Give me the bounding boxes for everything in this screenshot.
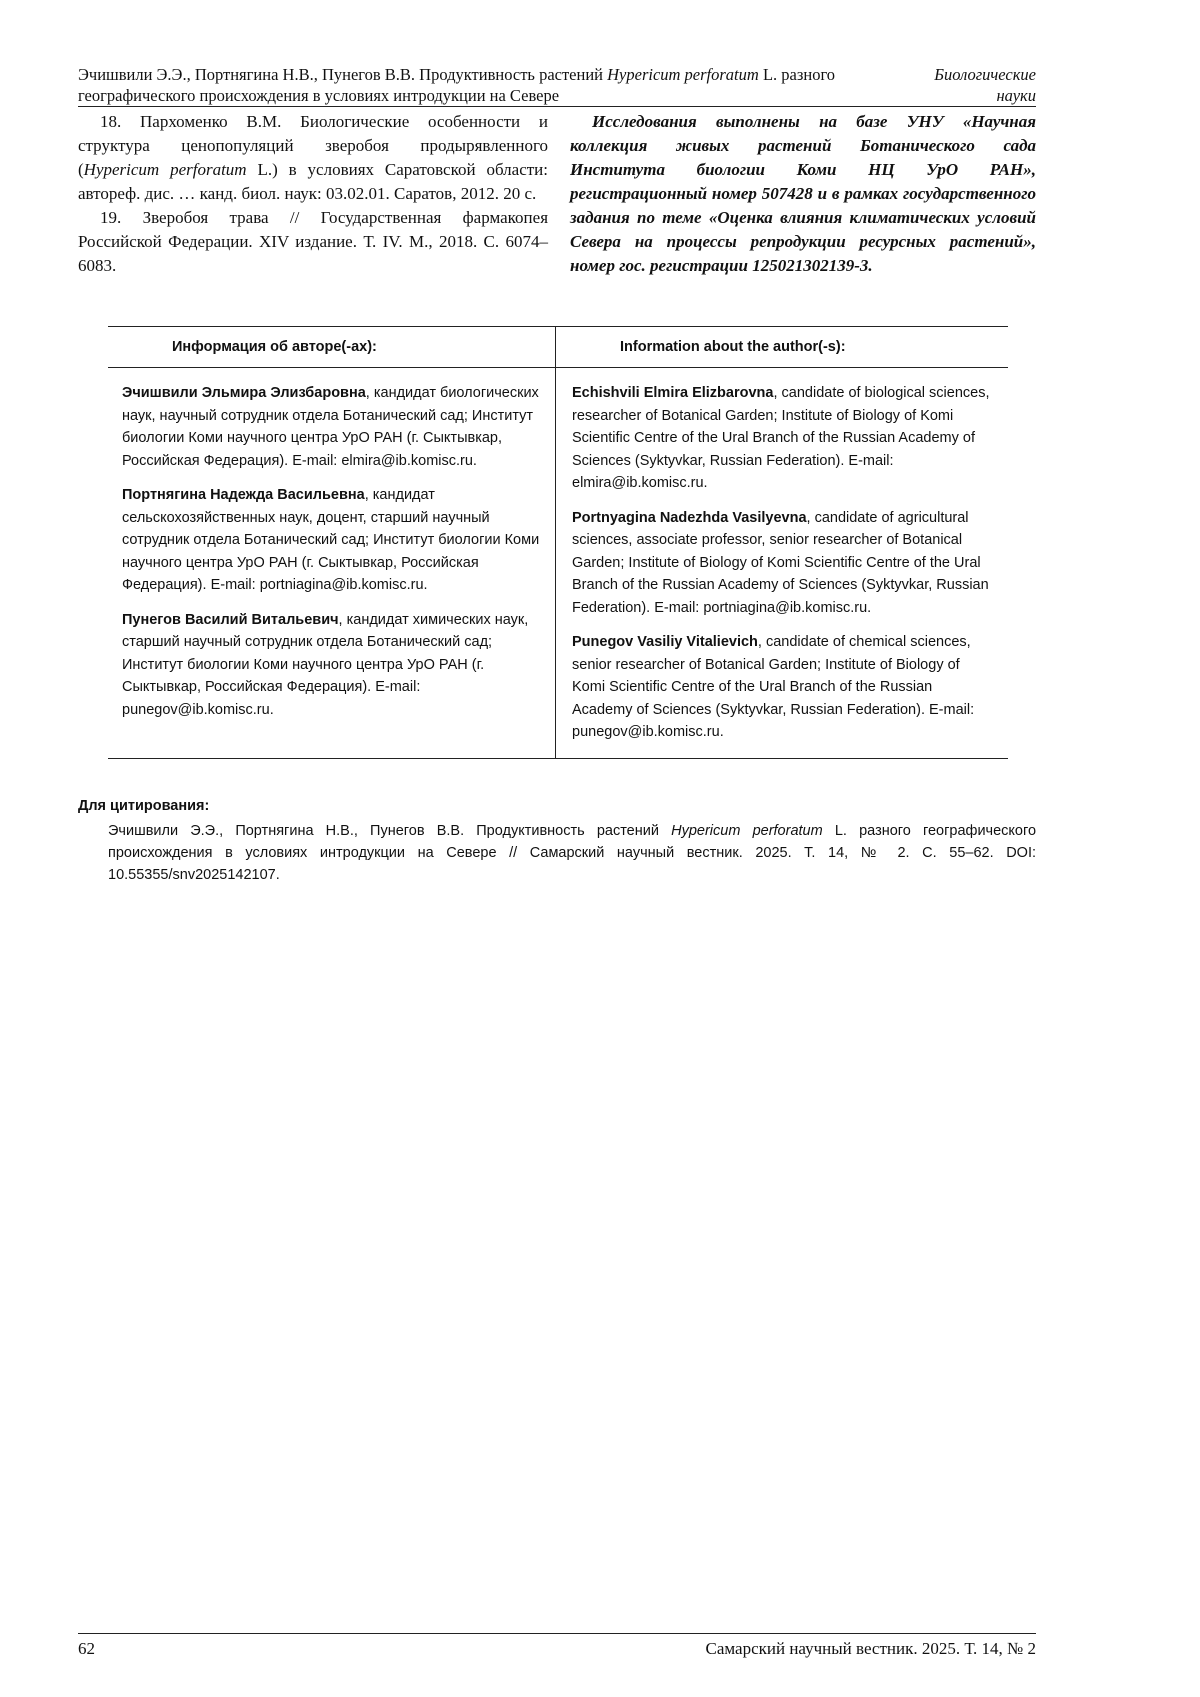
- running-header-section: Биологические науки: [934, 65, 1036, 105]
- page-number: 62: [78, 1639, 95, 1658]
- authors-header-en: Information about the author(-s):: [620, 339, 846, 355]
- author-name: Пунегов Василий Витальевич: [122, 611, 339, 628]
- authors-table-body: [108, 368, 1008, 758]
- reference-item: [78, 206, 548, 278]
- author-name: Portnyagina Nadezhda Vasilyevna: [572, 509, 807, 526]
- authors-table: [108, 326, 1008, 759]
- author-details: , candidate of chemical sciences, senior researcher of Botanical Garden; Institute of Biology of Komi Scientific Centre of the Ural Branch of the Russian Academy of Sciences (Syktyvkar, Russian Federation). E-mail: punegov@ib.komisc.ru.: [572, 634, 975, 740]
- author-entry-en: [572, 631, 994, 744]
- reference-number: 18.: [100, 112, 122, 131]
- authors-column-en: [556, 368, 1008, 758]
- citation-species: Hypericum perforatum: [671, 823, 823, 839]
- header-citation-suffix: L. разного географического происхождения в условиях интродукции на Севере: [78, 65, 836, 105]
- header-divider: [78, 106, 1036, 107]
- author-name: Эчишвили Эльмира Элизбаровна: [122, 385, 366, 401]
- references-list: [78, 110, 548, 278]
- authors-table-header: [108, 327, 1008, 368]
- author-name: Портнягина Надежда Васильевна: [122, 487, 365, 503]
- author-details: , кандидат сельскохозяйственных наук, доцент, старший научный сотрудник отдела Ботанический сад; Институт биологии Коми научного центра УрО РАН (г. Сыктывкар, Российская Федерация). E-mail: portniagina@ib.komisc.ru.: [122, 487, 540, 593]
- header-species: Hypericum perforatum: [607, 65, 759, 84]
- citation-text: [108, 820, 1036, 886]
- author-details: , кандидат химических наук, старший научный сотрудник отдела Ботанический сад; Институт биологии Коми научного центра УрО РАН (г. Сыктывкар, Российская Федерация). E-mail: punegov@ib.komisc.ru.: [122, 611, 529, 718]
- citation-text-before: Эчишвили Э.Э., Портнягина Н.В., Пунегов В.В. Продуктивность растений: [108, 823, 672, 839]
- funding-note: [570, 110, 1036, 278]
- author-entry-en: [572, 507, 994, 620]
- funding-text: Исследования выполнены на базе УНУ «Научная коллекция живых растений Ботанического сада Института биологии Коми НЦ УрО РАН», регистрационный номер 507428 и в рамках государственного задания по теме «Оценка влияния климатических условий Севера на процессы репродукции ресурсных растений», номер гос. регистрации 125021302139-3.: [570, 112, 1036, 275]
- author-entry-ru: [122, 484, 541, 597]
- reference-text: Зверобоя трава // Государственная фармакопея Российской Федерации. XIV издание. Т. IV. М., 2018. С. 6074–6083.: [78, 208, 549, 275]
- header-citation-prefix: Эчишвили Э.Э., Портнягина Н.В., Пунегов В.В. Продуктивность растений: [78, 65, 608, 84]
- author-entry-ru: [122, 382, 541, 472]
- author-name: Echishvili Elmira Elizbarovna: [572, 385, 774, 401]
- citation-label: Для цитирования:: [78, 798, 210, 814]
- authors-header-ru: Информация об авторе(-ах):: [108, 327, 556, 367]
- footer-divider: [78, 1633, 1036, 1634]
- author-details: , candidate of agricultural sciences, associate professor, senior researcher of Botanical Garden; Institute of Biology of Komi Scientific Centre of the Ural Branch of the Russian Academy of Sciences (Syktyvkar, Russian Federation). E-mail: portniagina@ib.komisc.ru.: [572, 509, 989, 616]
- reference-text: Пархоменко В.М. Биологические особенности и структура ценопопуляций зверобоя продырявленного (: [78, 112, 548, 179]
- author-name: Punegov Vasiliy Vitalievich: [572, 634, 758, 650]
- footer-journal: Самарский научный вестник. 2025. Т. 14, № 2: [705, 1639, 1036, 1658]
- citation-text-after: L. разного географического происхождения в условиях интродукции на Севере // Самарский научный вестник. 2025. Т. 14, № 2. С. 55–62. DOI: 10.55355/snv2025142107.: [108, 823, 1037, 883]
- reference-species: Hypericum perforatum: [83, 160, 247, 179]
- author-entry-ru: [122, 609, 541, 722]
- author-entry-en: [572, 382, 994, 495]
- reference-number: 19.: [100, 208, 122, 227]
- reference-text: L.) в условиях Саратовской области: автореф. дис. … канд. биол. наук: 03.02.01. Саратов, 2012. 20 с.: [78, 160, 549, 203]
- author-details: , candidate of biological sciences, researcher of Botanical Garden; Institute of Biology of Komi Scientific Centre of the Ural Branch of the Russian Academy of Sciences (Syktyvkar, Russian Federation). E-mail: elmira@ib.komisc.ru.: [572, 385, 990, 491]
- author-details: , кандидат биологических наук, научный сотрудник отдела Ботанический сад; Институт биологии Коми научного центра УрО РАН (г. Сыктывкар, Российская Федерация). E-mail: elmira@ib.komisc.ru.: [122, 385, 539, 469]
- authors-column-ru: [108, 368, 556, 758]
- reference-item: [78, 110, 548, 206]
- running-header-citation: [78, 64, 888, 106]
